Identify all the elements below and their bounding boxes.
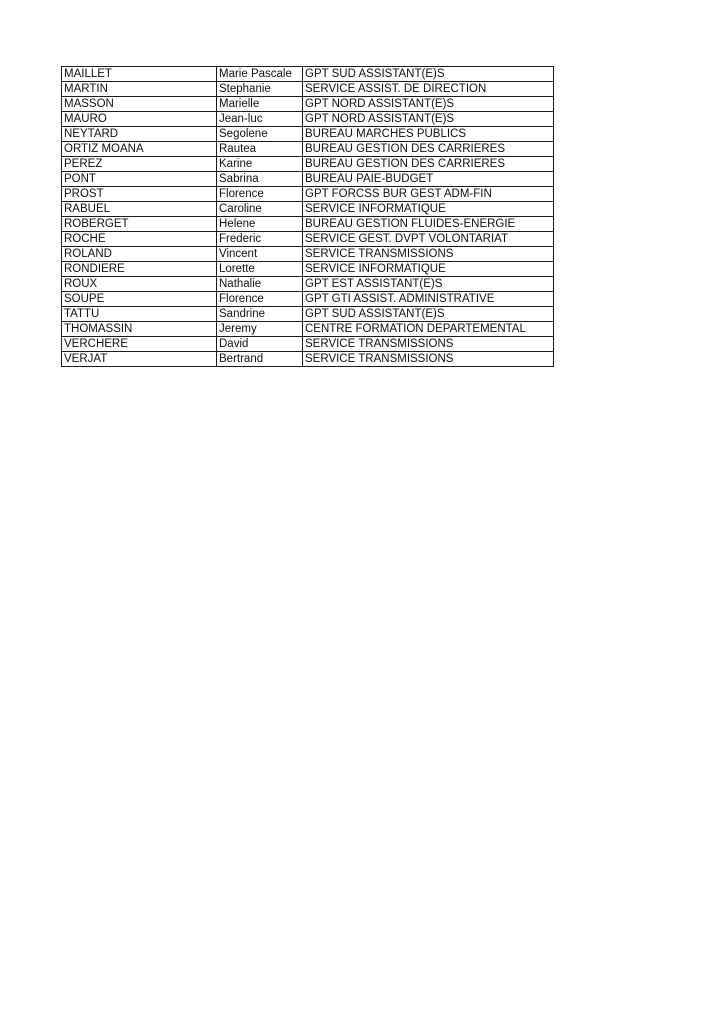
service-cell: SERVICE INFORMATIQUE (303, 262, 554, 277)
table-row (62, 322, 554, 337)
first-name-cell: Marie Pascale (217, 67, 303, 82)
last-name-cell: PONT (62, 172, 217, 187)
last-name-cell: MAILLET (62, 67, 217, 82)
first-name-cell: David (217, 337, 303, 352)
first-name-cell: Segolene (217, 127, 303, 142)
table-row (62, 352, 554, 367)
table-row (62, 307, 554, 322)
last-name-cell: ROLAND (62, 247, 217, 262)
service-cell: GPT NORD ASSISTANT(E)S (303, 112, 554, 127)
table-row (62, 232, 554, 247)
staff-table (61, 66, 554, 367)
table-row (62, 202, 554, 217)
last-name-cell: ROUX (62, 277, 217, 292)
service-cell: GPT NORD ASSISTANT(E)S (303, 97, 554, 112)
service-cell: SERVICE TRANSMISSIONS (303, 247, 554, 262)
first-name-cell: Caroline (217, 202, 303, 217)
first-name-cell: Sabrina (217, 172, 303, 187)
last-name-cell: RABUEL (62, 202, 217, 217)
service-cell: BUREAU PAIE-BUDGET (303, 172, 554, 187)
last-name-cell: TATTU (62, 307, 217, 322)
first-name-cell: Stephanie (217, 82, 303, 97)
first-name-cell: Bertrand (217, 352, 303, 367)
first-name-cell: Jean-luc (217, 112, 303, 127)
first-name-cell: Jeremy (217, 322, 303, 337)
last-name-cell: RONDIERE (62, 262, 217, 277)
table-row (62, 337, 554, 352)
table-row (62, 127, 554, 142)
service-cell: SERVICE TRANSMISSIONS (303, 337, 554, 352)
first-name-cell: Rautea (217, 142, 303, 157)
table-row (62, 247, 554, 262)
service-cell: BUREAU GESTION DES CARRIERES (303, 157, 554, 172)
service-cell: BUREAU MARCHES PUBLICS (303, 127, 554, 142)
first-name-cell: Karine (217, 157, 303, 172)
table-row (62, 172, 554, 187)
last-name-cell: MASSON (62, 97, 217, 112)
table-row (62, 262, 554, 277)
last-name-cell: MARTIN (62, 82, 217, 97)
table-row (62, 292, 554, 307)
last-name-cell: SOUPE (62, 292, 217, 307)
last-name-cell: ROCHE (62, 232, 217, 247)
first-name-cell: Nathalie (217, 277, 303, 292)
table-row (62, 67, 554, 82)
table-row (62, 112, 554, 127)
first-name-cell: Marielle (217, 97, 303, 112)
service-cell: GPT FORCSS BUR GEST ADM-FIN (303, 187, 554, 202)
last-name-cell: MAURO (62, 112, 217, 127)
service-cell: SERVICE INFORMATIQUE (303, 202, 554, 217)
service-cell: GPT GTI ASSIST. ADMINISTRATIVE (303, 292, 554, 307)
service-cell: SERVICE ASSIST. DE DIRECTION (303, 82, 554, 97)
last-name-cell: THOMASSIN (62, 322, 217, 337)
service-cell: SERVICE TRANSMISSIONS (303, 352, 554, 367)
table-row (62, 97, 554, 112)
first-name-cell: Florence (217, 292, 303, 307)
table-row (62, 157, 554, 172)
last-name-cell: ROBERGET (62, 217, 217, 232)
table-row (62, 142, 554, 157)
last-name-cell: ORTIZ MOANA (62, 142, 217, 157)
table-row (62, 187, 554, 202)
last-name-cell: NEYTARD (62, 127, 217, 142)
first-name-cell: Helene (217, 217, 303, 232)
last-name-cell: PROST (62, 187, 217, 202)
first-name-cell: Sandrine (217, 307, 303, 322)
service-cell: GPT EST ASSISTANT(E)S (303, 277, 554, 292)
first-name-cell: Vincent (217, 247, 303, 262)
staff-table-body (62, 67, 554, 367)
table-row (62, 217, 554, 232)
service-cell: BUREAU GESTION DES CARRIERES (303, 142, 554, 157)
last-name-cell: VERCHERE (62, 337, 217, 352)
service-cell: GPT SUD ASSISTANT(E)S (303, 67, 554, 82)
table-row (62, 82, 554, 97)
first-name-cell: Frederic (217, 232, 303, 247)
first-name-cell: Florence (217, 187, 303, 202)
service-cell: GPT SUD ASSISTANT(E)S (303, 307, 554, 322)
last-name-cell: PEREZ (62, 157, 217, 172)
service-cell: BUREAU GESTION FLUIDES-ENERGIE (303, 217, 554, 232)
service-cell: SERVICE GEST. DVPT VOLONTARIAT (303, 232, 554, 247)
last-name-cell: VERJAT (62, 352, 217, 367)
first-name-cell: Lorette (217, 262, 303, 277)
table-row (62, 277, 554, 292)
service-cell: CENTRE FORMATION DEPARTEMENTAL (303, 322, 554, 337)
